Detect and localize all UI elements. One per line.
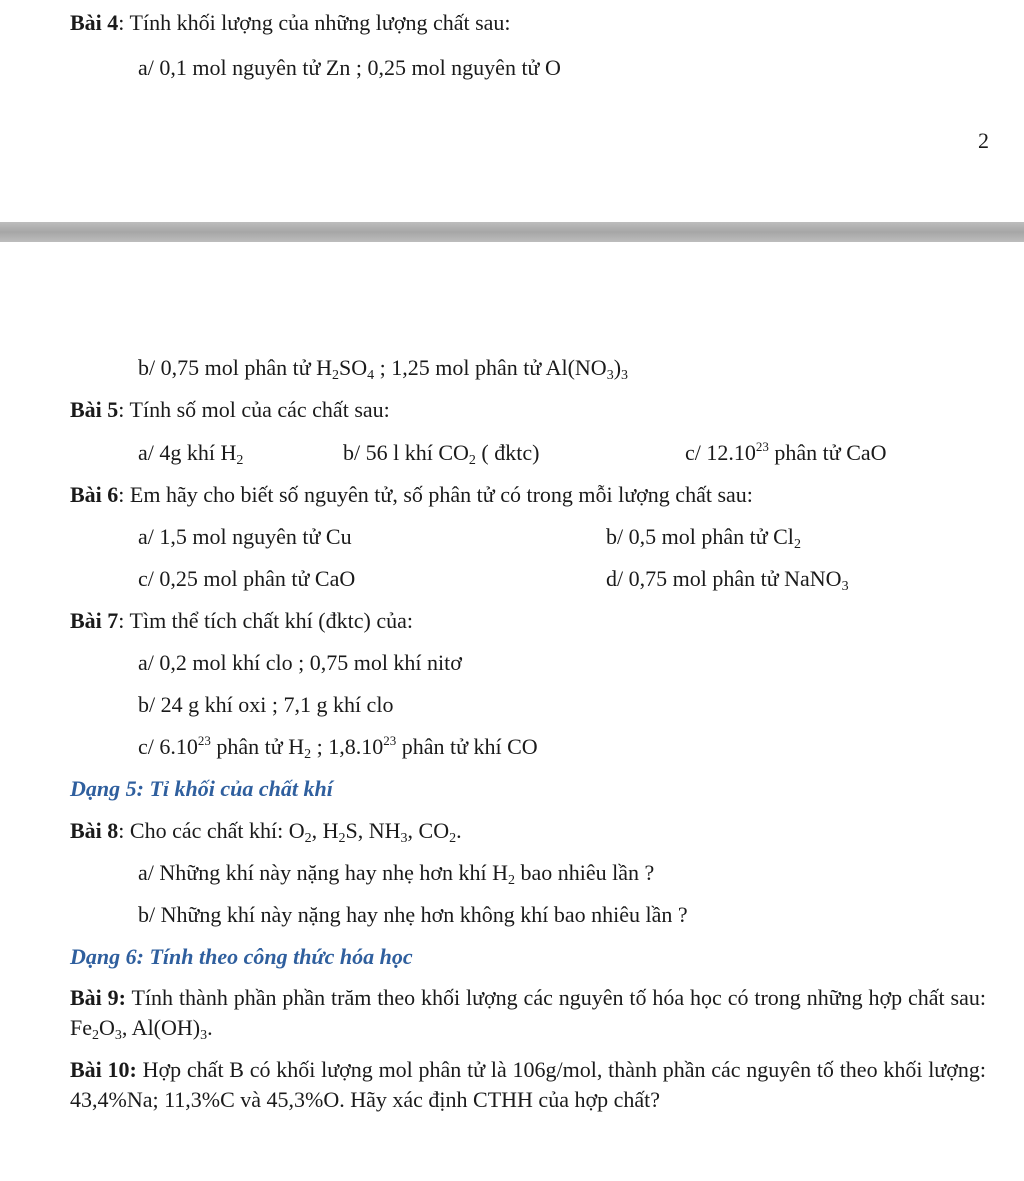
bai9-label: Bài 9: xyxy=(70,985,127,1010)
bai4-label: Bài 4 xyxy=(70,10,119,35)
section-heading-dang5: Dạng 5: Tỉ khối của chất khí xyxy=(70,776,333,801)
bai5-item-c: c/ 12.10$^{23}$ phân tử CaO xyxy=(685,439,887,465)
bai8-label: Bài 8 xyxy=(70,818,119,843)
bai5-item-b: b/ 56 l khí $CO_2$ ( đktc) xyxy=(343,440,540,468)
bai7-item-c: c/ 6.10$^{23}$ phân tử $H_2$ ; 1,8.10$^{23}$ phân tử khí CO xyxy=(138,733,538,762)
bai5-label: Bài 5 xyxy=(70,397,119,422)
bai10-paragraph: Bài 10: Hợp chất B có khối lượng mol phân tử là 106g/mol, thành phần các nguyên tố theo khối lượng: 43,4%Na; 11,3%C và 45,3%O. Hãy xác định CTHH của hợp chất? xyxy=(70,1057,986,1112)
bai8-title: Bài 8: Cho các chất khí: $O_2$, $H_2S$, $NH_3$, $CO_2$. xyxy=(70,818,462,846)
bai6-item-c: c/ 0,25 mol phân tử CaO xyxy=(138,566,356,591)
bai5-item-a: a/ 4g khí $H_2$ xyxy=(138,440,244,468)
bai6-item-d: d/ 0,75 mol phân tử NaNO$_3$ xyxy=(606,566,849,594)
bai7-title: Bài 7: Tìm thể tích chất khí (đktc) của: xyxy=(70,608,413,633)
bai4-item-a: a/ 0,1 mol nguyên tử Zn ; 0,25 mol nguyên tử O xyxy=(138,55,561,80)
bai9-paragraph: Bài 9: Tính thành phần phần trăm theo khối lượng các nguyên tố hóa học có trong những hợp chất sau: $Fe_2O_3$, $Al(OH)_3$. xyxy=(70,985,986,1043)
page-divider xyxy=(0,222,1024,242)
page-number: 2 xyxy=(978,128,989,153)
bai8-item-b: b/ Những khí này nặng hay nhẹ hơn không khí bao nhiêu lần ? xyxy=(138,902,688,927)
bai6-label: Bài 6 xyxy=(70,482,119,507)
bai6-item-b: b/ 0,5 mol phân tử $Cl_2$ xyxy=(606,524,801,552)
bai6-item-a: a/ 1,5 mol nguyên tử Cu xyxy=(138,524,352,549)
bai8-item-a: a/ Những khí này nặng hay nhẹ hơn khí $H_2$ bao nhiêu lần ? xyxy=(138,860,655,888)
bai7-item-a: a/ 0,2 mol khí clo ; 0,75 mol khí nitơ xyxy=(138,650,462,675)
bai7-label: Bài 7 xyxy=(70,608,119,633)
bai4-item-b: b/ 0,75 mol phân tử $H_2SO_4$ ; 1,25 mol phân tử $Al(NO_3)_3$ xyxy=(138,355,629,383)
bai4-title: Bài 4: Tính khối lượng của những lượng chất sau: xyxy=(70,10,511,35)
bai5-title: Bài 5: Tính số mol của các chất sau: xyxy=(70,397,390,422)
bai10-label: Bài 10: xyxy=(70,1057,137,1082)
bai6-title: Bài 6: Em hãy cho biết số nguyên tử, số phân tử có trong mỗi lượng chất sau: xyxy=(70,482,753,507)
section-heading-dang6: Dạng 6: Tính theo công thức hóa học xyxy=(70,944,413,969)
bai7-item-b: b/ 24 g khí oxi ; 7,1 g khí clo xyxy=(138,692,394,717)
